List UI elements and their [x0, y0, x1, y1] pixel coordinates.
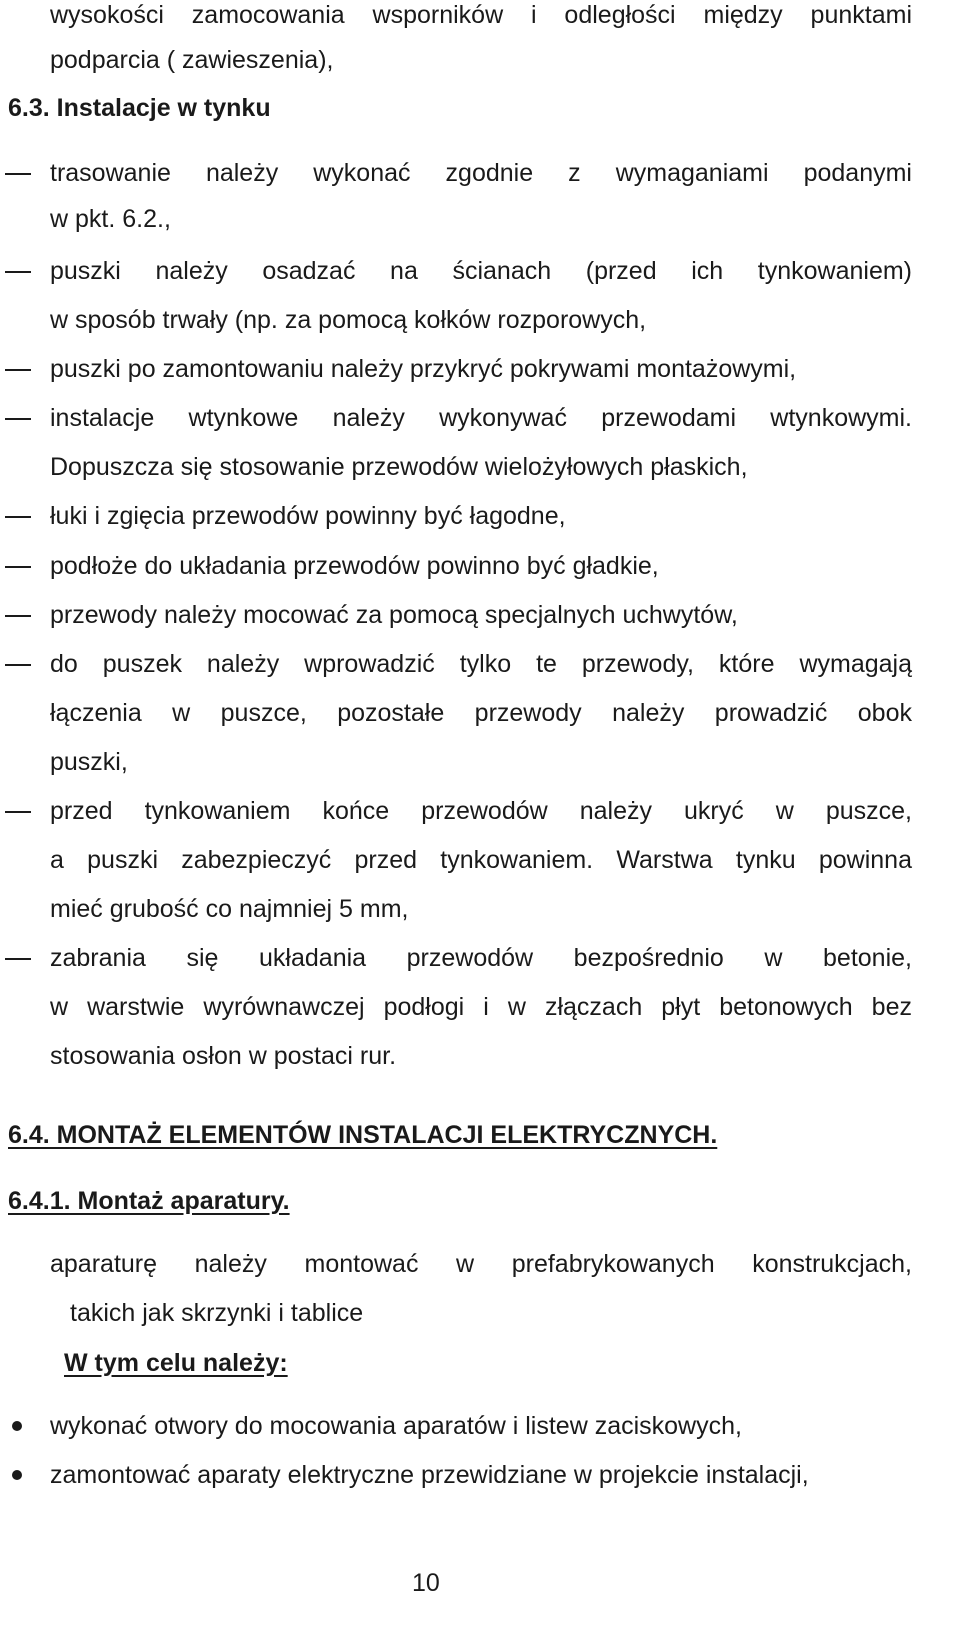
bullet-item: zamontować aparaty elektryczne przewidziane w projekcie instalacji, [50, 1461, 809, 1489]
paragraph-line: aparaturę należy montować w prefabrykowanych konstrukcjach, [50, 1250, 912, 1278]
list-item-line: w warstwie wyrównawczej podłogi i w złączach płyt betonowych bez [50, 993, 912, 1021]
list-item-line: przed tynkowaniem końce przewodów należy ukryć w puszce, [50, 797, 912, 825]
bullet-marker [12, 1421, 22, 1431]
list-item-line: instalacje wtynkowe należy wykonywać przewodami wtynkowymi. [50, 404, 912, 432]
list-item-line: a puszki zabezpieczyć przed tynkowaniem. Warstwa tynku powinna [50, 846, 912, 874]
dash-marker [5, 418, 31, 420]
intro-line-2: podparcia ( zawieszenia), [50, 46, 334, 74]
list-item-line: mieć grubość co najmniej 5 mm, [50, 895, 409, 923]
list-item-line: przewody należy mocować za pomocą specjalnych uchwytów, [50, 601, 738, 629]
list-item-line: puszki należy osadzać na ścianach (przed ich tynkowaniem) [50, 257, 912, 285]
list-item-line: łączenia w puszce, pozostałe przewody należy prowadzić obok [50, 699, 912, 727]
bullet-marker [12, 1470, 22, 1480]
section-6-3-heading: 6.3. Instalacje w tynku [8, 94, 271, 122]
list-item-line: stosowania osłon w postaci rur. [50, 1042, 397, 1070]
dash-marker [5, 566, 31, 568]
dash-marker [5, 173, 31, 175]
list-item-line: zabrania się układania przewodów bezpośrednio w betonie, [50, 944, 912, 972]
bullet-item: wykonać otwory do mocowania aparatów i listew zaciskowych, [50, 1412, 742, 1440]
subheading: W tym celu należy: [64, 1349, 288, 1377]
dash-marker [5, 811, 31, 813]
page-number: 10 [412, 1569, 440, 1597]
list-item-line: Dopuszcza się stosowanie przewodów wielożyłowych płaskich, [50, 453, 748, 481]
intro-line-1: wysokości zamocowania wsporników i odległości między punktami [50, 1, 912, 29]
list-item-line: podłoże do układania przewodów powinno być gładkie, [50, 552, 659, 580]
dash-marker [5, 958, 31, 960]
list-item-line: w sposób trwały (np. za pomocą kołków rozporowych, [50, 306, 647, 334]
list-item-line: w pkt. 6.2., [50, 205, 171, 233]
list-item-line: puszki, [50, 748, 128, 776]
dash-marker [5, 516, 31, 518]
list-item-line: trasowanie należy wykonać zgodnie z wymaganiami podanymi [50, 159, 912, 187]
dash-marker [5, 369, 31, 371]
section-6-4-heading: 6.4. MONTAŻ ELEMENTÓW INSTALACJI ELEKTRYCZNYCH. [8, 1121, 718, 1149]
list-item-line: puszki po zamontowaniu należy przykryć pokrywami montażowymi, [50, 355, 797, 383]
dash-marker [5, 271, 31, 273]
dash-marker [5, 664, 31, 666]
dash-marker [5, 615, 31, 617]
list-item-line: do puszek należy wprowadzić tylko te przewody, które wymagają [50, 650, 912, 678]
section-6-4-1-heading: 6.4.1. Montaż aparatury. [8, 1187, 290, 1215]
paragraph-line: takich jak skrzynki i tablice [70, 1299, 364, 1327]
list-item-line: łuki i zgięcia przewodów powinny być łagodne, [50, 502, 566, 530]
